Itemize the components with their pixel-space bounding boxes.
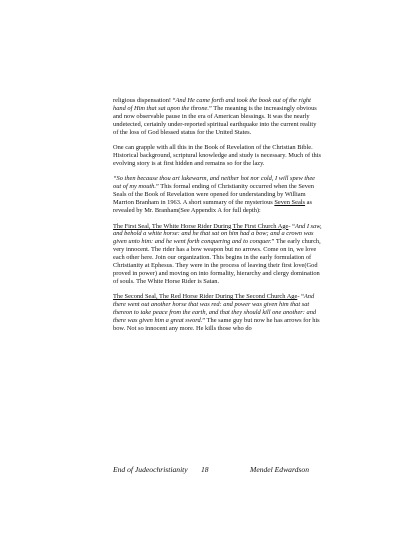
scripture-quote: And He came forth and took the book out of the right hand of Him that sat upon the throne. <box>113 97 311 112</box>
text-run: ” The meaning is the increasingly obvious and now observable pause in the era of American blessings. It was the nearly undetected, certainly under-reported spiritual earthquake into the current reality of the loss of God blessed status for the United States. <box>113 104 317 136</box>
text-run: - “ <box>288 222 295 230</box>
underlined-heading: The Second Seal, The Red Horse Rider During The Second Church Age <box>113 293 298 301</box>
text-run: religious dispensation! “ <box>113 97 176 104</box>
text-run: as revealed by Mr. Branham(See Appendix A for full depth): <box>113 199 312 215</box>
footer-page-number: 18 <box>201 465 209 474</box>
paragraph <box>113 97 323 137</box>
paragraph <box>113 223 323 286</box>
text-run: ” The same guy but now he has arrows for his bow. Not so innocent any more. He kills those who do <box>113 317 320 333</box>
underlined-heading: The First Seal, The White Horse Rider During The First Church Age <box>113 222 289 230</box>
paragraph <box>113 144 323 168</box>
footer-author: Mendel Edwardson <box>250 465 309 474</box>
text-run: One can grapple with all this in the Book of Revelation of the Christian Bible. Historical background, scriptural knowledge and study is necessary. Much of this evolving story is at first hidden and remains so for the lazy. <box>113 144 321 167</box>
text-run: - “ <box>297 293 304 301</box>
scripture-quote: And I saw, and behold a white horse: and he that sat on him had a bow; and a crown was given unto him: and he went forth conquering and to conquer. <box>113 222 322 246</box>
scripture-quote: “So then because thou art lukewarm, and neither hot nor cold, I will spew thee out of my mouth. <box>113 175 315 191</box>
underlined-heading: Seven Seals <box>274 199 306 207</box>
scripture-quote: And there went out another horse that was red: and power was given him that sat thereon to take peace from the earth, and that they should kill one another: and there was given him a great sword. <box>113 293 317 325</box>
body-text <box>113 97 323 341</box>
paragraph <box>113 175 323 215</box>
paragraph <box>113 293 323 333</box>
footer-book-title: End of Judeochristianity <box>113 465 188 474</box>
text-run: ” This formal ending of Christianity occurred when the Seven Seals of the Book of Revelation were opened for understanding by William Marrion Branham in 1963. A short summary of the mysterious <box>113 183 314 207</box>
text-run: ” The early church, very innocent. The rider has a bow weapon but no arrows. Come on in, we love each other here. Join our organization. This begins in the early formulation of Christianity at Ephesus. They were in the process of leaving their first love(God proved in power) and moving on into formality, hierarchy and clergy domination of souls. The White Horse Rider is Satan. <box>113 238 321 285</box>
